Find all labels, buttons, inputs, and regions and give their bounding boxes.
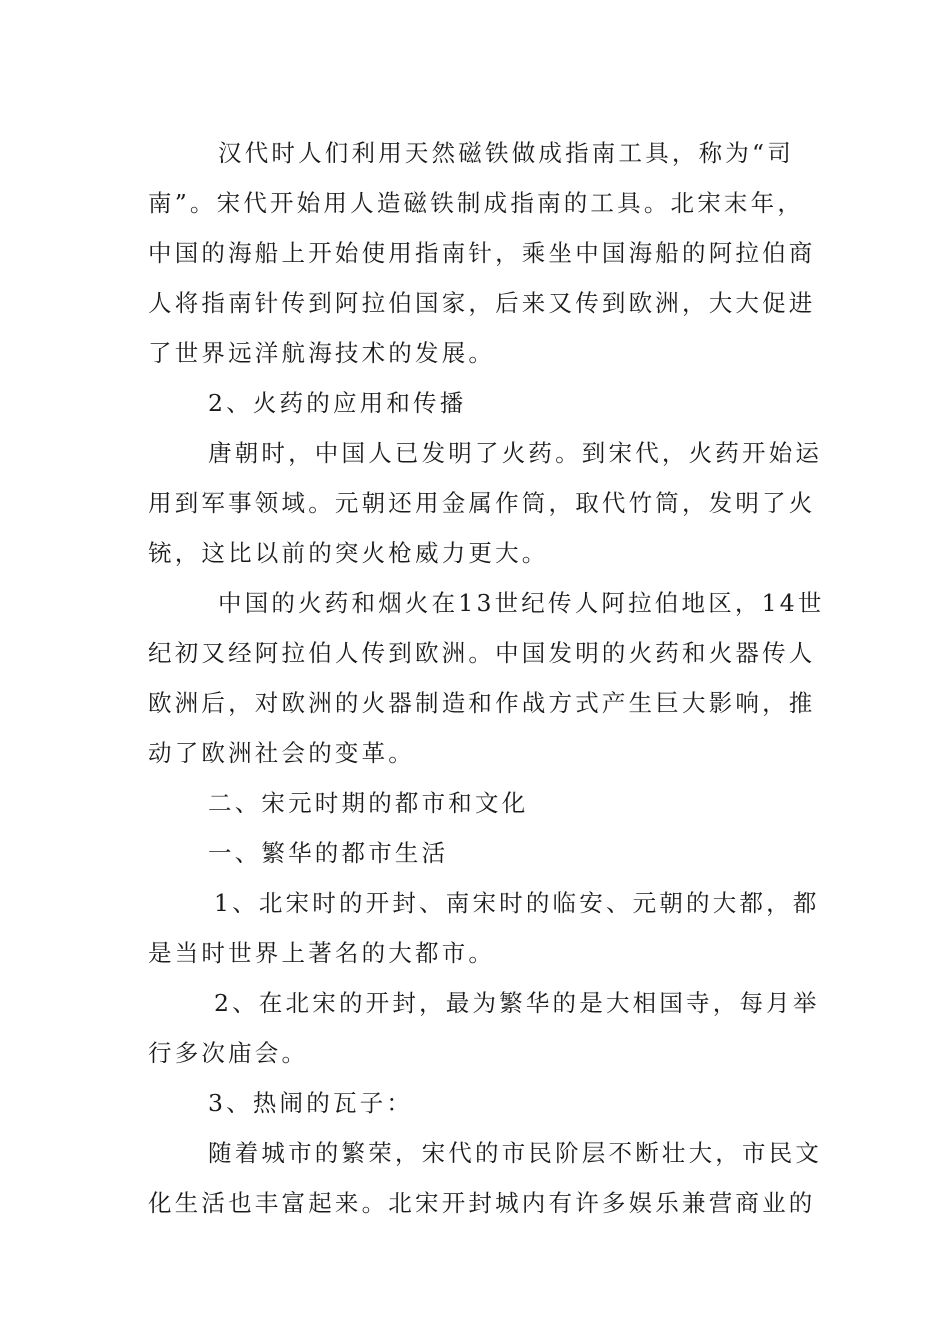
paragraph-line: 化生活也丰富起来。北宋开封城内有许多娱乐兼营商业的: [148, 1189, 816, 1217]
subsection-heading: 一、繁华的都市生活: [208, 839, 449, 867]
paragraph-line: 纪初又经阿拉伯人传到欧洲。中国发明的火药和火器传人: [148, 639, 816, 667]
paragraph-line: 南”。宋代开始用人造磁铁制成指南的工具。北宋末年，: [148, 189, 805, 217]
paragraph-line: 了世界远洋航海技术的发展。: [148, 339, 496, 367]
section-heading: 2、火药的应用和传播: [208, 389, 467, 417]
paragraph-line: 是当时世界上著名的大都市。: [148, 939, 496, 967]
paragraph-line: 动了欧洲社会的变革。: [148, 739, 415, 767]
paragraph-line: 随着城市的繁荣，宋代的市民阶层不断壮大，市民文: [208, 1139, 823, 1167]
paragraph-line: 人将指南针传到阿拉伯国家，后来又传到欧洲，大大促进: [148, 289, 816, 317]
paragraph-line: 2、在北宋的开封，最为繁华的是大相国寺，每月举: [214, 989, 820, 1017]
paragraph-line: 铳，这比以前的突火枪威力更大。: [148, 539, 549, 567]
section-heading: 二、宋元时期的都市和文化: [208, 789, 529, 817]
paragraph-line: 中国的火药和烟火在13世纪传人阿拉伯地区，14世: [218, 589, 825, 617]
paragraph-line: 行多次庙会。: [148, 1039, 309, 1067]
subsection-heading: 3、热闹的瓦子：: [208, 1089, 414, 1117]
paragraph-line: 1、北宋时的开封、南宋时的临安、元朝的大都，都: [214, 889, 820, 917]
paragraph-line: 欧洲后，对欧洲的火器制造和作战方式产生巨大影响，推: [148, 689, 816, 717]
paragraph-line: 中国的海船上开始使用指南针，乘坐中国海船的阿拉伯商: [148, 239, 816, 267]
paragraph-line: 唐朝时，中国人已发明了火药。到宋代，火药开始运: [208, 439, 823, 467]
paragraph-line: 汉代时人们利用天然磁铁做成指南工具，称为“司: [218, 139, 794, 167]
paragraph-line: 用到军事领域。元朝还用金属作筒，取代竹筒，发明了火: [148, 489, 816, 517]
document-body: [148, 128, 825, 1228]
